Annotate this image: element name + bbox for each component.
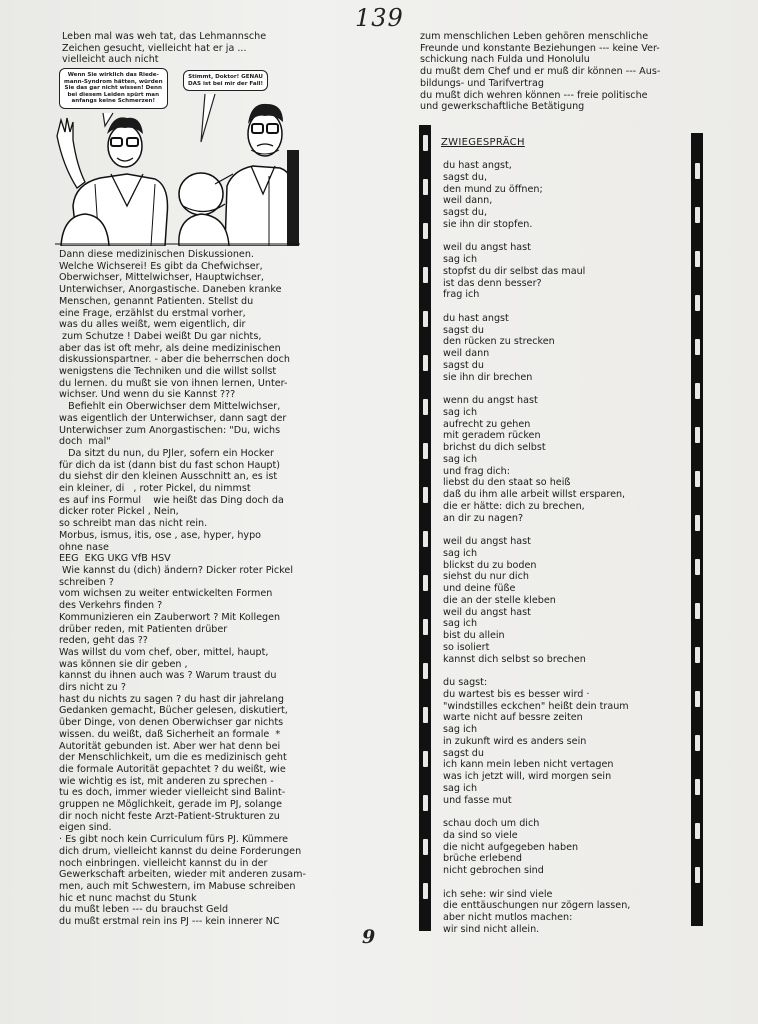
poem-line [443,665,630,677]
poem-line: sag ich [443,406,478,418]
poem-line: sag ich [443,547,478,559]
text-line: der Menschlichkeit, um die es medizinisch geht [59,752,287,764]
film-sprocket-hole [423,267,428,283]
left-body-text [59,249,306,928]
poem-line: blickst du zu boden [443,559,537,571]
text-line: Freunde und konstante Beziehungen --- keine Ver- [420,42,660,54]
poem-line: sagst du [443,359,484,371]
film-sprocket-hole [695,295,700,311]
poem-line: sie ihn dir stopfen. [443,218,533,230]
poem-line [443,231,630,243]
text-line: du mußt dem Chef und er muß dir können --- Aus- [420,66,661,78]
poem-body [443,160,630,936]
text-line: Menschen, genannt Patienten. Stellst du [59,295,254,307]
film-strip-left [419,125,431,931]
poem-line: du hast angst, [443,160,512,171]
film-sprocket-hole [423,355,428,371]
text-line: Wie kannst du (dich) ändern? Dicker roter Pickel [59,564,293,576]
text-line: Zeichen gesucht, vielleicht hat er ja ... [62,42,247,54]
text-line: Autorität gebunden ist. Aber wer hat denn bei [59,740,281,752]
poem-title: ZWIEGESPRÄCH [441,137,525,148]
text-line: schickung nach Fulda und Honolulu [420,54,590,66]
text-line: des Verkehrs finden ? [59,600,163,612]
text-line: kannst du ihnen auch was ? Warum traust du [59,670,277,682]
text-line: hast du nichts zu sagen ? du hast dir jahrelang [59,693,284,705]
poem-line: an dir zu nagen? [443,512,524,524]
text-line: wichser. Und wenn du sie Kannst ??? [59,389,236,401]
poem-line: kannst dich selbst so brechen [443,653,586,665]
text-line: du mußt leben --- du brauchst Geld [59,904,229,916]
poem-line: aufrecht zu gehen [443,418,531,430]
film-sprocket-hole [423,443,428,459]
text-line: ohne nase [59,541,109,553]
text-line: was du alles weißt, wem eigentlich, dir [59,319,246,331]
film-sprocket-hole [423,487,428,503]
text-line: drüber reden, mit Patienten drüber [59,623,228,635]
text-line: und gewerkschaftliche Betätigung [420,101,585,113]
film-sprocket-hole [423,531,428,547]
poem-line: schau doch um dich [443,818,540,829]
poem-line: den rücken zu strecken [443,336,555,348]
text-line: wie wichtig es ist, mit anderen zu sprechen - [59,775,274,787]
text-line: dir noch nicht feste Arzt-Patient-Strukturen zu [59,810,280,822]
film-sprocket-hole [695,867,700,883]
film-sprocket-hole [695,647,700,663]
text-line: reden, geht das ?? [59,635,148,647]
text-line: wissen. du weißt, daß Sicherheit an formale * [59,728,281,740]
poem-line: ich sehe: wir sind viele [443,888,553,900]
film-sprocket-hole [695,207,700,223]
film-sprocket-hole [423,663,428,679]
poem-line: nicht gebrochen sind [443,865,544,876]
poem-line: sagst du [443,324,484,336]
text-line: · Es gibt noch kein Curriculum fürs PJ. Kümmere [59,834,289,846]
text-line: hic et nunc machst du Stunk [59,892,197,904]
poem-line: du wartest bis es besser wird · [443,688,590,700]
poem-line: wenn du angst hast [443,395,538,406]
film-sprocket-hole [695,515,700,531]
film-sprocket-hole [695,559,700,575]
poem-line: weil du angst hast [443,606,531,618]
text-line: Was willst du vom chef, ober, mittel, haupt, [59,646,269,658]
text-line: Welche Wichserei! Es gibt da Chefwichser, [59,260,263,272]
film-sprocket-hole [423,883,428,899]
poem-line: sagst du [443,747,484,759]
poem-line: "windstilles eckchen" heißt dein traum [443,700,629,712]
right-top-text [420,31,660,113]
poem-line: da sind so viele [443,829,518,841]
poem-line: weil dann [443,348,490,359]
poem-line: den mund zu öffnen; [443,183,543,195]
text-line: noch einbringen. vielleicht kannst du in der [59,857,268,869]
film-sprocket-hole [423,707,428,723]
poem-line: sagst du, [443,171,487,183]
poem-line [443,524,630,536]
poem-line: sag ich [443,453,478,465]
poem-line: warte nicht auf bessre zeiten [443,712,583,724]
poem-line: was ich jetzt will, wird morgen sein [443,771,612,782]
text-line: tu es doch, immer wieder vielleicht sind Balint- [59,787,286,799]
text-line: Gewerkschaft arbeiten, wieder mit anderen zusam- [59,869,306,881]
page-number-bottom: 9 [362,926,376,948]
text-line: dirs nicht zu ? [59,682,126,694]
text-line: vom wichsen zu weiter entwickelten Formen [59,588,273,600]
text-line: du mußt erstmal rein ins PJ --- kein innerer NC [59,916,280,928]
left-intro-text [62,31,266,66]
comic-illustration [55,66,300,246]
film-sprocket-hole [695,163,700,179]
poem-line: die enttäuschungen nur zögern lassen, [443,900,631,912]
poem-line: sie ihn dir brechen [443,371,533,383]
film-sprocket-hole [695,603,700,619]
text-line: so schreibt man das nicht rein. [59,518,208,530]
text-line: vielleicht auch nicht [62,54,159,66]
text-line: EEG EKG UKG VfB HSV [59,553,171,565]
film-sprocket-hole [695,339,700,355]
poem-line: so isoliert [443,641,490,653]
film-strip-right [691,133,703,926]
poem-line: sag ich [443,618,478,630]
text-line: die formale Autorität gepachtet ? du weißt, wie [59,763,286,775]
film-sprocket-hole [423,839,428,855]
text-line: für dich da ist (dann bist du fast schon Haupt) [59,459,280,471]
film-sprocket-hole [695,471,700,487]
poem-line: du sagst: [443,677,488,688]
poem-line [443,383,630,395]
text-line: gruppen ne Möglichkeit, gerade im PJ, solange [59,799,283,811]
text-line: du siehst dir den kleinen Ausschnitt an, es ist [59,471,278,483]
poem-line: stopfst du dir selbst das maul [443,265,586,277]
text-line: Gedanken gemacht, Bücher gelesen, diskutiert, [59,705,288,717]
text-line: bildungs- und Tarifvertrag [420,77,544,89]
poem-line: aber nicht mutlos machen: [443,912,573,923]
text-line: Unterwichser zum Anorgastischen: "Du, wichs [59,424,281,436]
poem-line: wir sind nicht allein. [443,923,540,935]
poem-line: mit geradem rücken [443,430,541,442]
text-line: was eigentlich der Unterwichser, dann sagt der [59,412,287,424]
text-line: wenigstens die Techniken und die willst sollst [59,366,277,378]
poem-line: sag ich [443,782,478,794]
text-line: Unterwichser, Anorgastische. Daneben kranke [59,284,282,296]
film-sprocket-hole [423,619,428,635]
poem-line: weil du angst hast [443,242,531,254]
text-line: Morbus, ismus, itis, ose , ase, hyper, hypo [59,529,262,541]
text-line: Da sitzt du nun, du PJler, sofern ein Hocker [59,447,274,459]
text-line: über Dinge, von denen Oberwichser gar nichts [59,717,284,729]
film-sprocket-hole [423,179,428,195]
poem-line: die er hätte: dich zu brechen, [443,500,585,512]
poem-line: brüche erlebend [443,853,522,865]
film-sprocket-hole [695,779,700,795]
text-line: Kommunizieren ein Zauberwort ? Mit Kollegen [59,611,281,623]
speech-bubble-patient: Stimmt, Doktor! GENAU DAS ist bei mir der Fall! [183,70,268,91]
poem-line: daß du ihm alle arbeit willst ersparen, [443,489,626,500]
text-line: aber das ist oft mehr, als deine medizinischen [59,342,281,354]
film-sprocket-hole [695,823,700,839]
film-sprocket-hole [423,795,428,811]
text-line: zum Schutze ! Dabei weißt Du gar nichts, [59,330,262,342]
film-sprocket-hole [695,427,700,443]
poem-line: und deine füße [443,583,516,594]
poem-line: weil du angst hast [443,536,531,547]
film-sprocket-hole [695,383,700,399]
text-line: men, auch mit Schwestern, im Mabuse schreiben [59,880,296,892]
poem-line: ich kann mein leben nicht vertagen [443,759,614,771]
text-line: dicker roter Pickel , Nein, [59,506,179,518]
text-line: zum menschlichen Leben gehören menschliche [420,31,649,42]
film-sprocket-hole [423,399,428,415]
film-sprocket-hole [695,735,700,751]
film-sprocket-hole [695,691,700,707]
poem-line: und fasse mut [443,794,512,806]
page-number-handwritten: 139 [355,4,404,32]
text-line: eine Frage, erzählst du erstmal vorher, [59,307,246,319]
poem-line: siehst du nur dich [443,571,529,583]
poem-line: sag ich [443,724,478,735]
poem-line: frag ich [443,289,480,301]
text-line: eigen sind. [59,822,112,834]
poem-line: in zukunft wird es anders sein [443,735,587,747]
poem-line: liebst du den staat so heiß [443,477,571,489]
film-sprocket-hole [423,223,428,239]
poem-line: die an der stelle kleben [443,594,556,606]
poem-line: sag ich [443,254,478,265]
film-sprocket-hole [695,251,700,267]
poem-line: weil dann, [443,195,493,207]
text-line: es auf ins Formul wie heißt das Ding doch da [59,494,284,506]
text-line: schreiben ? [59,576,114,588]
text-line: doch mal" [59,436,111,448]
text-line: Befiehlt ein Oberwichser dem Mittelwichser, [59,401,281,413]
film-sprocket-hole [423,751,428,767]
text-line: Dann diese medizinischen Diskussionen. [59,249,254,260]
text-line: Leben mal was weh tat, das Lehmannsche [62,31,267,42]
poem-line [443,301,630,313]
poem-line: und frag dich: [443,465,510,477]
poem-line: bist du allein [443,630,505,641]
text-line: du lernen. du mußt sie von ihnen lernen, Unter- [59,377,288,389]
text-line: Oberwichser, Mittelwichser, Hauptwichser, [59,272,264,284]
film-sprocket-hole [423,575,428,591]
poem-line: brichst du dich selbst [443,442,546,453]
poem-line: ist das denn besser? [443,277,542,289]
poem-line: sagst du, [443,207,487,218]
text-line: dich drum, vielleicht kannst du deine Forderungen [59,845,302,857]
poem-line: die nicht aufgegeben haben [443,841,579,853]
poem-line [443,877,630,889]
poem-line [443,806,630,818]
poem-line: du hast angst [443,312,509,324]
text-line: du mußt dich wehren können --- freie politische [420,89,648,101]
film-sprocket-hole [423,311,428,327]
text-line: diskussionspartner. - aber die beherrschen doch [59,354,291,366]
text-line: ein kleiner, di , roter Pickel, du nimmst [59,483,251,495]
film-sprocket-hole [423,135,428,151]
text-line: was können sie dir geben , [59,658,188,670]
speech-bubble-doctor: Wenn Sie wirklich das Riede- mann-Syndrom hätten, würden Sie das gar nicht wissen! Denn bei diesem Leiden spürt man anfangs keine Schmerzen! [59,68,168,109]
